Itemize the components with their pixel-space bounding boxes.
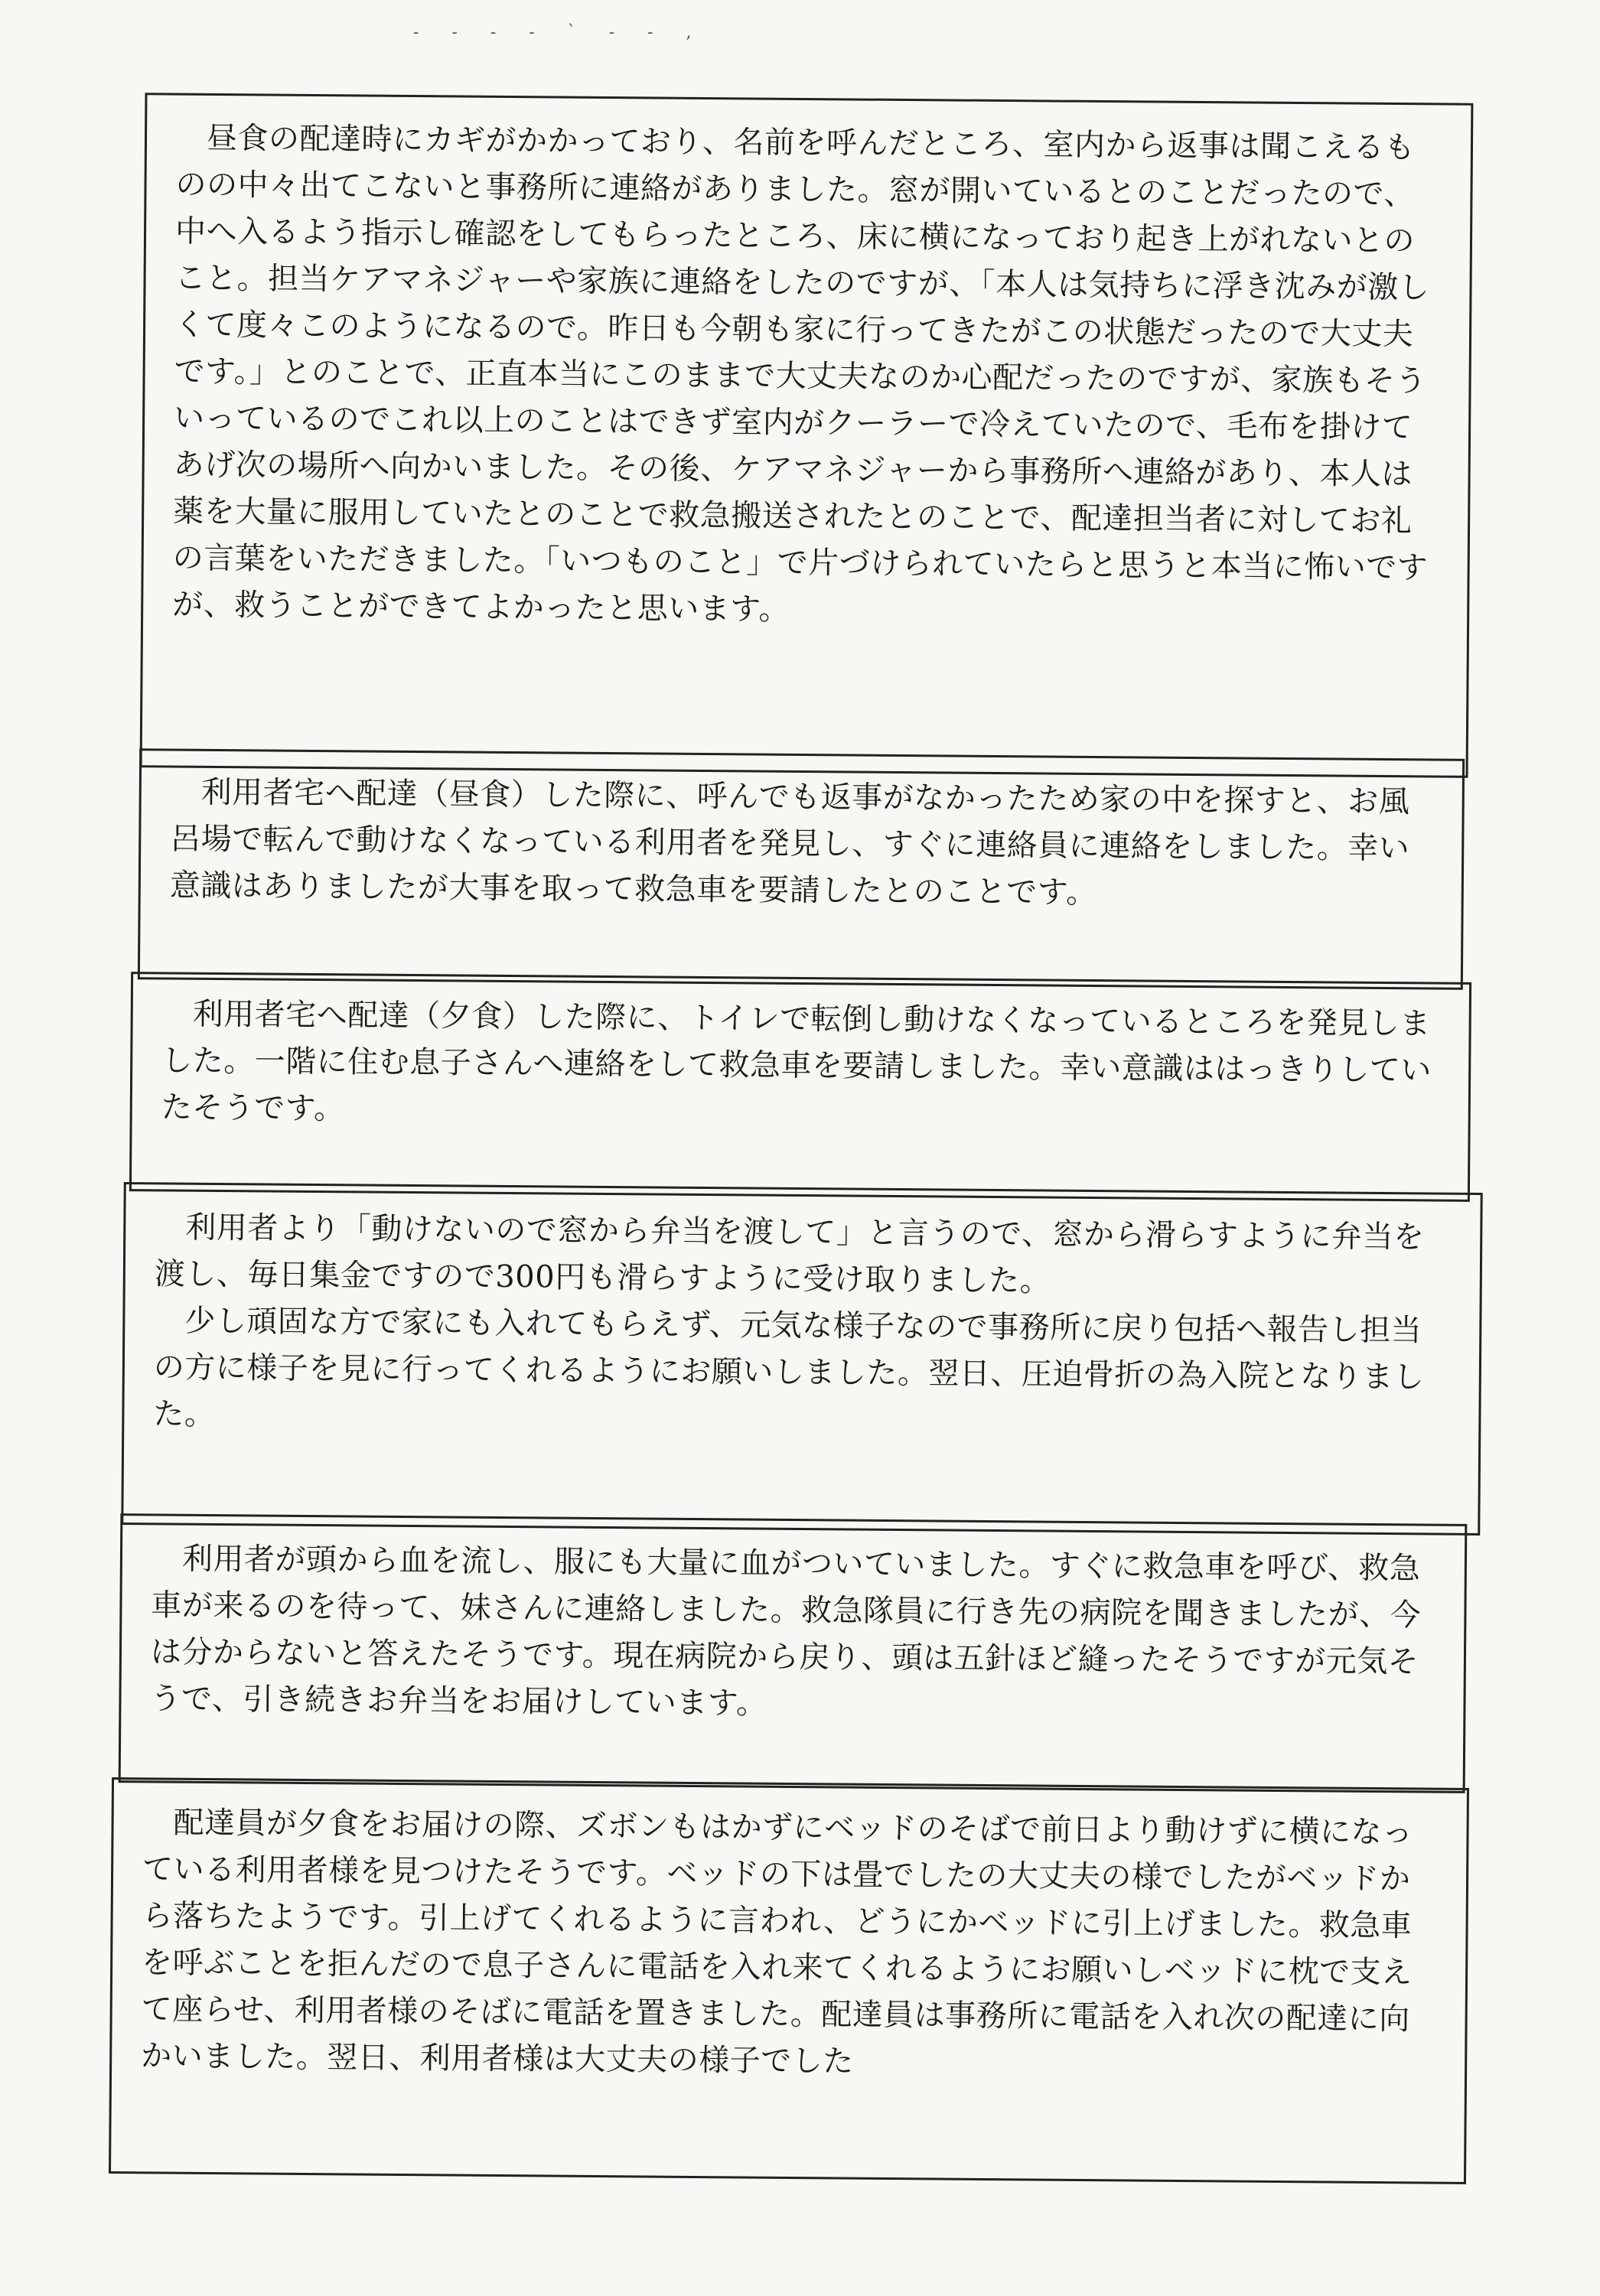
report-5-paragraph-1: 利用者が頭から血を流し、服にも大量に血がついていました。すぐに救急車を呼び、救急車が来るのを待って、妹さんに連絡しました。救急隊員に行き先の病院を聞きましたが、今は分からないと答えたそうです。現在病院から戻り、頭は五針ほど縫ったそうですが元気そうで、引き続きお弁当をお届けしています。 <box>150 1541 1422 1721</box>
report-box-2 <box>138 748 1465 990</box>
scan-marks: - - - - ` - - , <box>413 23 705 42</box>
report-6-paragraph-1: 配達員が夕食をお届けの際、ズボンもはかずにベッドのそばで前日より動けずに横になっている利用者様を見つけたそうです。ベッドの下は畳でしたの大丈夫の様でしたがベッドから落ちたようです。引上げてくれるように言われ、どうにかベッドに引上げました。救急車を呼ぶことを拒んだので息子さんに電話を入れ来てくれるようにお願いしベッドに枕で支えて座らせ、利用者様のそばに電話を置きました。配達員は事務所に電話を入れ次の配達に向かいました。翌日、利用者様は大丈夫の様子でした <box>141 1805 1413 2079</box>
report-2-paragraph-1: 利用者宅へ配達（昼食）した際に、呼んでも返事がなかったため家の中を探すと、お風呂場で転んで動けなくなっている利用者を発見し、すぐに連絡員に連絡をしました。幸い意識はありましたが大事を取って救急車を要請したとのことです。 <box>169 774 1410 911</box>
report-4-paragraph-2: 少し頑固な方で家にも入れてもらえず、元気な様子なので事務所に戻り包括へ報告し担当の方に様子を見に行ってくれるようにお願いしました。翌日、圧迫骨折の為入院となりました。 <box>153 1303 1425 1432</box>
report-box-4 <box>121 1182 1482 1536</box>
report-box-1 <box>140 93 1474 778</box>
report-box-3 <box>129 972 1471 1202</box>
report-box-5 <box>119 1513 1468 1793</box>
report-4-paragraph-1: 利用者より「動けないので窓から弁当を渡して」と言うので、窓から滑らすように弁当を渡し、毎日集金ですので300円も滑らすように受け取りました。 <box>154 1210 1425 1299</box>
report-box-6 <box>109 1777 1469 2184</box>
report-3-paragraph-1: 利用者宅へ配達（夕食）した際に、トイレで転倒し動けなくなっているところを発見しました。一階に住む息子さんへ連絡をして救急車を要請しました。幸い意識ははっきりしていたそうです。 <box>161 996 1432 1127</box>
report-1-paragraph-1: 昼食の配達時にカギがかかっており、名前を呼んだところ、室内から返事は聞こえるものの中々出てこないと事務所に連絡がありました。窓が開いているとのことだったので、中へ入るよう指示し確認をしてもらったところ、床に横になっており起き上がれないとのこと。担当ケアマネジャーや家族に連絡をしたのですが、「本人は気持ちに浮き沈みが激しくて度々このようになるので。昨日も今朝も家に行ってきたがこの状態だったので大丈夫です。」とのことで、正直本当にこのままで大丈夫なのか心配だったのですが、家族もそういっているのでこれ以上のことはできず室内がクーラーで冷えていたので、毛布を掛けてあげ次の場所へ向かいました。その後、ケアマネジャーから事務所へ連絡があり、本人は薬を大量に服用していたとのことで救急搬送されたとのことで、配達担当者に対してお礼の言葉をいただきました。「いつものこと」で片づけられていたらと思うと本当に怖いですが、救うことができてよかったと思います。 <box>172 120 1430 627</box>
